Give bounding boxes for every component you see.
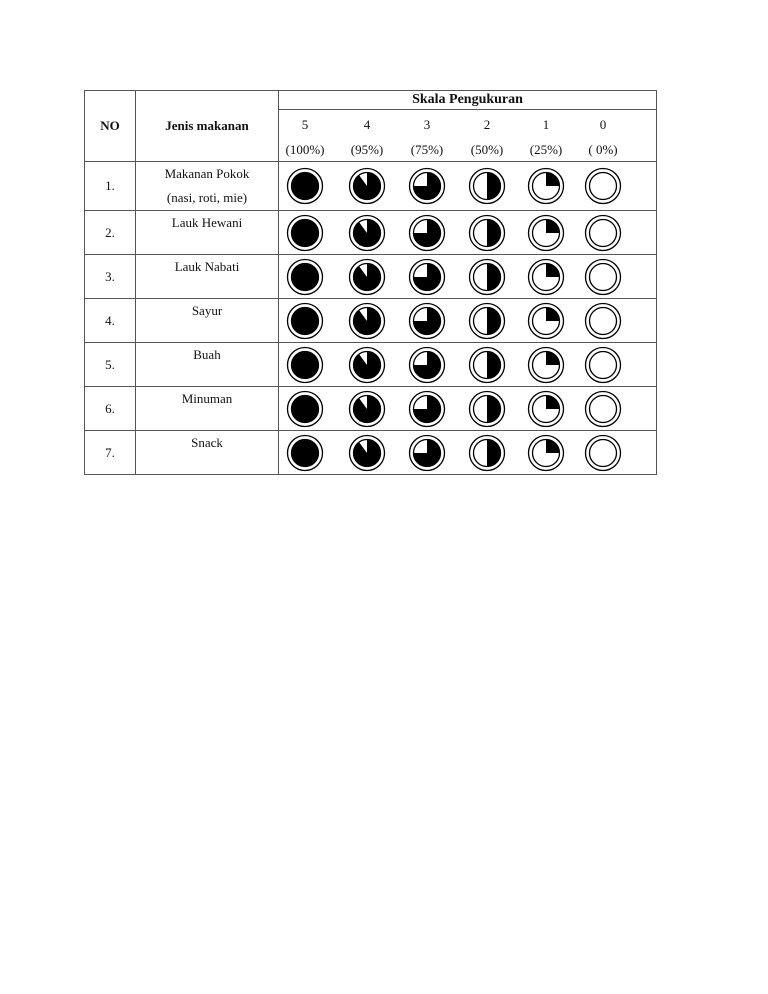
food-type-name: Sayur xyxy=(191,303,223,318)
food-type-cell xyxy=(136,162,279,211)
scale-3-pie-icon xyxy=(408,390,446,428)
scale-0-pie-icon xyxy=(584,258,622,296)
scale-score: 2 xyxy=(483,117,491,132)
header-skala-pengukuran: Skala Pengukuran xyxy=(279,91,657,110)
scale-3-pie-icon xyxy=(408,258,446,296)
scale-5-pie-icon xyxy=(286,390,324,428)
scale-0-pie-icon xyxy=(584,390,622,428)
scale-circles-cell xyxy=(279,343,657,387)
scale-3-pie-icon xyxy=(408,302,446,340)
scale-0-pie-icon xyxy=(584,346,622,384)
scale-header-2 xyxy=(457,112,517,162)
scale-percent: (95%) xyxy=(350,142,384,157)
food-type-name: Minuman xyxy=(181,391,233,406)
scale-0-pie-icon xyxy=(584,214,622,252)
food-type-name: Lauk Nabati xyxy=(174,259,240,274)
header-jenis-makanan: Jenis makanan xyxy=(136,91,279,162)
scale-header-0 xyxy=(573,112,633,162)
scale-1-pie-icon xyxy=(527,214,565,252)
scale-5-pie-icon xyxy=(286,434,324,472)
table-row xyxy=(85,162,657,211)
row-number: 6. xyxy=(85,387,136,431)
scale-5-pie-icon xyxy=(286,214,324,252)
scale-header-4 xyxy=(337,112,397,162)
scale-1-pie-icon xyxy=(527,346,565,384)
scale-circles-cell xyxy=(279,299,657,343)
scale-percent: ( 0%) xyxy=(588,142,618,157)
food-type-name: Lauk Hewani xyxy=(171,215,243,230)
scale-4-pie-icon xyxy=(348,346,386,384)
scale-score: 5 xyxy=(301,117,309,132)
row-number: 5. xyxy=(85,343,136,387)
scale-4-pie-icon xyxy=(348,390,386,428)
scale-header-5 xyxy=(275,112,335,162)
scale-header-3 xyxy=(397,112,457,162)
table-row xyxy=(85,343,657,387)
scale-4-pie-icon xyxy=(348,167,386,205)
food-type-cell xyxy=(136,343,279,387)
food-type-examples: (nasi, roti, mie) xyxy=(166,190,248,205)
scale-3-pie-icon xyxy=(408,214,446,252)
scale-score: 1 xyxy=(542,117,550,132)
scale-1-pie-icon xyxy=(527,258,565,296)
scale-5-pie-icon xyxy=(286,167,324,205)
scale-2-pie-icon xyxy=(468,434,506,472)
food-type-name: Makanan Pokok xyxy=(164,166,250,181)
scale-5-pie-icon xyxy=(286,258,324,296)
row-number: 3. xyxy=(85,255,136,299)
table-row xyxy=(85,299,657,343)
scale-circles-cell xyxy=(279,431,657,475)
scale-2-pie-icon xyxy=(468,214,506,252)
scale-4-pie-icon xyxy=(348,258,386,296)
scale-circles-cell xyxy=(279,211,657,255)
scale-score: 4 xyxy=(363,117,371,132)
scale-1-pie-icon xyxy=(527,434,565,472)
scale-5-pie-icon xyxy=(286,302,324,340)
table-row xyxy=(85,211,657,255)
food-type-cell xyxy=(136,211,279,255)
food-scale-table xyxy=(84,90,657,475)
food-type-cell xyxy=(136,431,279,475)
scale-2-pie-icon xyxy=(468,302,506,340)
scale-2-pie-icon xyxy=(468,167,506,205)
scale-3-pie-icon xyxy=(408,167,446,205)
scale-header-cell xyxy=(279,110,657,162)
scale-1-pie-icon xyxy=(527,302,565,340)
scale-circles-cell xyxy=(279,255,657,299)
scale-5-pie-icon xyxy=(286,346,324,384)
scale-header-1 xyxy=(516,112,576,162)
table-row xyxy=(85,387,657,431)
scale-0-pie-icon xyxy=(584,302,622,340)
scale-percent: (75%) xyxy=(410,142,444,157)
scale-2-pie-icon xyxy=(468,258,506,296)
scale-1-pie-icon xyxy=(527,390,565,428)
scale-0-pie-icon xyxy=(584,167,622,205)
row-number: 1. xyxy=(85,162,136,211)
scale-4-pie-icon xyxy=(348,434,386,472)
scale-percent: (100%) xyxy=(285,142,325,157)
food-type-cell xyxy=(136,387,279,431)
scale-0-pie-icon xyxy=(584,434,622,472)
row-number: 7. xyxy=(85,431,136,475)
scale-3-pie-icon xyxy=(408,434,446,472)
scale-circles-cell xyxy=(279,387,657,431)
scale-circles-cell xyxy=(279,162,657,211)
row-number: 2. xyxy=(85,211,136,255)
scale-2-pie-icon xyxy=(468,390,506,428)
food-type-cell xyxy=(136,299,279,343)
table-row xyxy=(85,255,657,299)
scale-3-pie-icon xyxy=(408,346,446,384)
scale-2-pie-icon xyxy=(468,346,506,384)
scale-4-pie-icon xyxy=(348,302,386,340)
table-row xyxy=(85,431,657,475)
scale-4-pie-icon xyxy=(348,214,386,252)
header-no: NO xyxy=(85,91,136,162)
scale-score: 3 xyxy=(423,117,431,132)
scale-percent: (25%) xyxy=(529,142,563,157)
scale-1-pie-icon xyxy=(527,167,565,205)
scale-score: 0 xyxy=(599,117,607,132)
row-number: 4. xyxy=(85,299,136,343)
food-type-name: Buah xyxy=(193,347,221,362)
food-type-name: Snack xyxy=(191,435,223,450)
scale-percent: (50%) xyxy=(470,142,504,157)
food-type-cell xyxy=(136,255,279,299)
